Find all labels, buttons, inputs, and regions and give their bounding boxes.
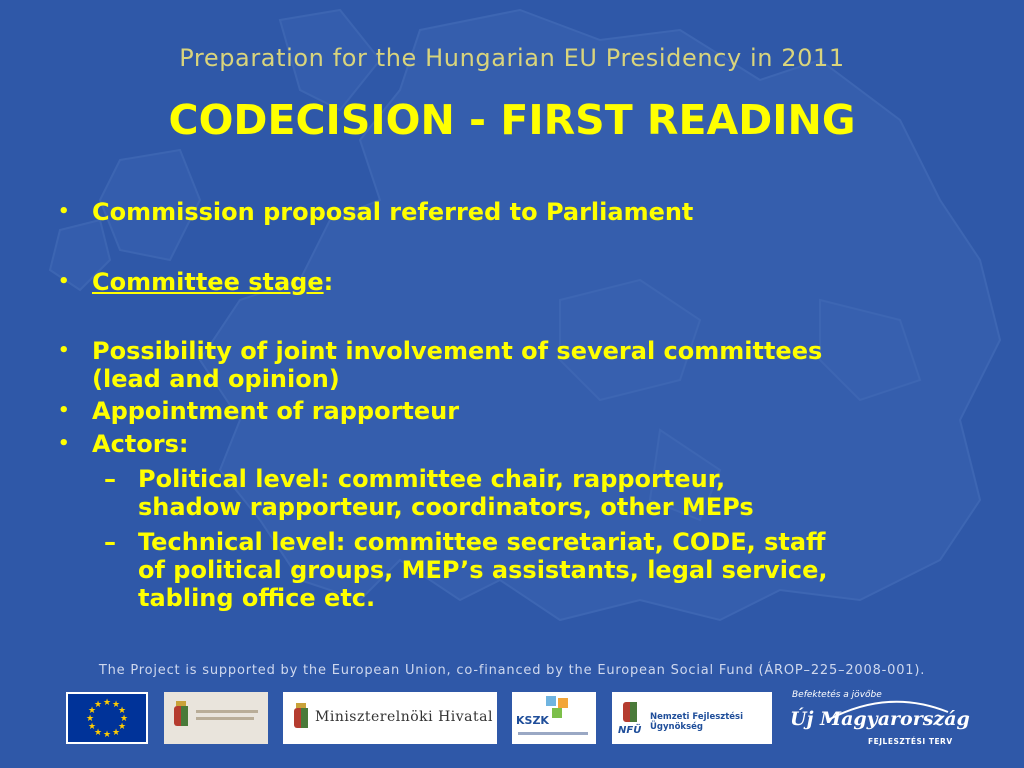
eu-stars-icon xyxy=(68,694,146,742)
sub-bullet-text: tabling office etc. xyxy=(138,584,376,612)
bullet-item xyxy=(58,397,972,425)
svg-text:★: ★ xyxy=(93,700,103,710)
dash-marker: – xyxy=(104,465,116,493)
bullet-marker: • xyxy=(58,271,70,292)
slide-header: Preparation for the Hungarian EU Presidency in 2011 xyxy=(179,44,845,72)
svg-text:★: ★ xyxy=(85,714,95,724)
uj-sub-text: FEJLESZTÉSI TERV xyxy=(868,737,953,746)
bullet-text: Actors: xyxy=(92,430,189,458)
svg-text:★: ★ xyxy=(87,706,97,716)
sub-bullet-text: Technical level: committee secretariat, CODE, staff xyxy=(138,528,826,556)
bullet-marker: • xyxy=(58,201,70,222)
svg-text:★: ★ xyxy=(117,722,127,732)
sub-bullet-text: shadow rapporteur, coordinators, other MEPs xyxy=(138,493,754,521)
bullet-marker: • xyxy=(58,340,70,361)
kszk-label: KSZK xyxy=(516,714,549,727)
bullet-marker: • xyxy=(58,400,70,421)
bullet-text: (lead and opinion) xyxy=(92,365,340,393)
uj-magyarorszag-logo xyxy=(788,688,970,752)
committee-stage-link[interactable]: Committee stage xyxy=(92,268,324,296)
svg-text:★: ★ xyxy=(117,706,127,716)
svg-text:★: ★ xyxy=(87,722,97,732)
svg-text:★: ★ xyxy=(111,700,121,710)
hungarian-crest-icon xyxy=(616,692,646,744)
eu-flag-logo xyxy=(66,692,148,744)
dash-marker: – xyxy=(104,528,116,556)
svg-text:★: ★ xyxy=(102,698,112,708)
nfu-name: Nemzeti Fejlesztési Ügynökség xyxy=(650,712,744,732)
hungarian-crest-icon xyxy=(164,692,268,744)
bullet-text: Possibility of joint involvement of several committees xyxy=(92,337,823,365)
bullet-item xyxy=(58,337,972,393)
sub-bullet-text: Political level: committee chair, rapporteur, xyxy=(138,465,726,493)
svg-text:★: ★ xyxy=(93,728,103,738)
nfu-label: NFÜ xyxy=(618,725,642,736)
slide-title: CODECISION - FIRST READING xyxy=(168,96,856,144)
bullet-item xyxy=(58,198,972,226)
hungarian-crest-icon xyxy=(287,692,317,744)
bullet-item xyxy=(58,430,972,458)
svg-text:★: ★ xyxy=(119,714,129,724)
kszk-logo xyxy=(512,692,596,744)
prime-ministers-office-logo xyxy=(283,692,497,744)
sub-bullet-text: of political groups, MEP’s assistants, legal service, xyxy=(138,556,828,584)
svg-text:★: ★ xyxy=(111,728,121,738)
nfu-logo xyxy=(612,692,772,744)
bullet-text: Commission proposal referred to Parliament xyxy=(92,198,694,226)
bullet-marker: • xyxy=(58,433,70,454)
uj-tagline: Befektetés a jövőbe xyxy=(792,690,882,700)
bullet-item xyxy=(58,268,972,296)
svg-text:★: ★ xyxy=(102,730,112,740)
bullet-text: : xyxy=(323,268,334,296)
uj-main-text: Új Magyarország xyxy=(790,708,970,730)
ministry-name: Miniszterelnöki Hivatal xyxy=(315,709,493,725)
footer-text: The Project is supported by the European Union, co-financed by the European Social Fund (ÁROP–225–2008-001). xyxy=(98,663,926,678)
sub-bullet-item xyxy=(104,528,968,612)
ministry-crest-logo xyxy=(164,692,268,744)
sub-bullet-item xyxy=(104,465,968,521)
bullet-text: Appointment of rapporteur xyxy=(92,397,460,425)
